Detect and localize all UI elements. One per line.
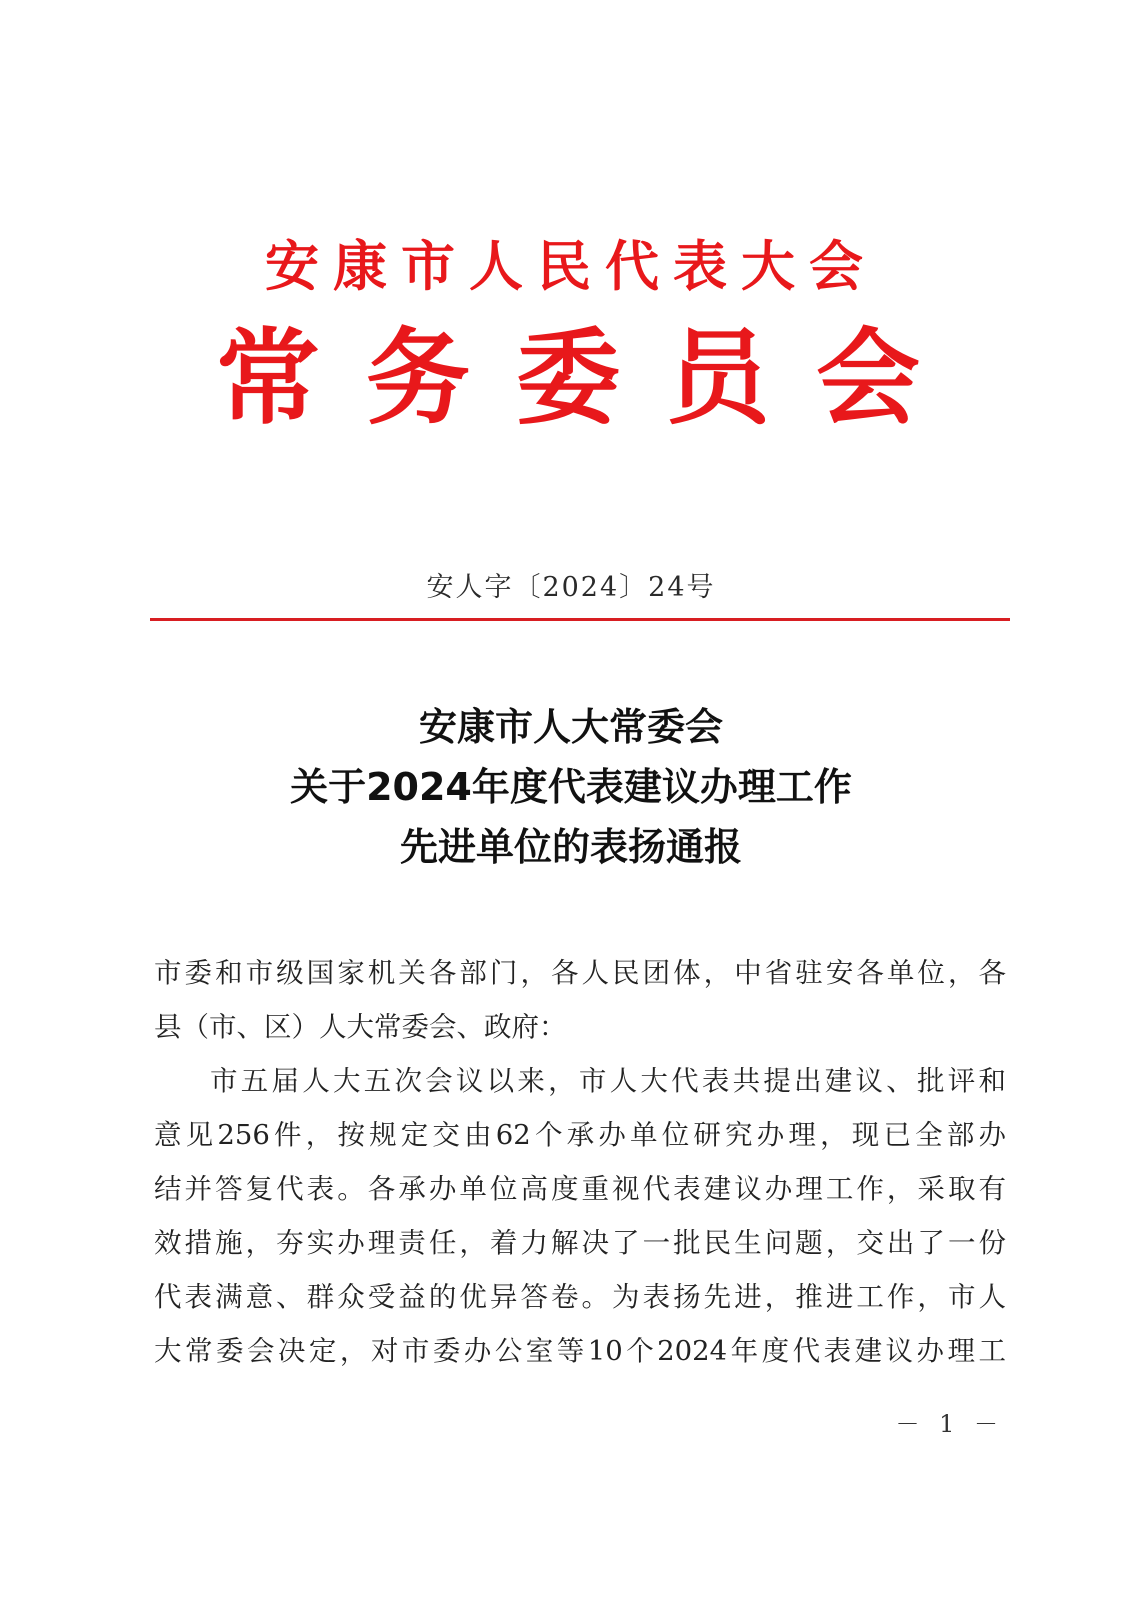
title-line: 先进单位的表扬通报 — [399, 825, 742, 869]
body-line: 市五届人大五次会议以来，市人大代表共提出建议、批评和 — [210, 1065, 1006, 1097]
title-line: 关于2024年度代表建议办理工作 — [290, 765, 852, 809]
document-title — [0, 697, 1142, 877]
letterhead-committee: 常务委员会 — [215, 317, 966, 439]
body-line: 市委和市级国家机关各部门，各人民团体，中省驻安各单位，各 — [154, 957, 1006, 989]
body-line: 意见256件，按规定交由62个承办单位研究办理，现已全部办 — [154, 1119, 1006, 1151]
body-line: 结并答复代表。各承办单位高度重视代表建议办理工作，采取有 — [154, 1173, 1006, 1205]
page-number: － 1 － — [895, 1410, 1004, 1438]
body-line: 效措施，夯实办理责任，着力解决了一批民生问题，交出了一份 — [154, 1227, 1006, 1259]
body-line: 大常委会决定，对市委办公室等10个2024年度代表建议办理工 — [154, 1335, 1006, 1367]
red-divider — [150, 618, 1010, 621]
title-line: 安康市人大常委会 — [418, 705, 723, 749]
letterhead-org-name: 安康市人民代表大会 — [265, 235, 877, 298]
body-line: 县（市、区）人大常委会、政府： — [154, 1011, 567, 1043]
body-line: 代表满意、群众受益的优异答卷。为表扬先进，推进工作，市人 — [154, 1281, 1006, 1313]
document-number: 安人字〔2024〕24号 — [426, 572, 716, 603]
document-body — [154, 946, 1006, 1378]
